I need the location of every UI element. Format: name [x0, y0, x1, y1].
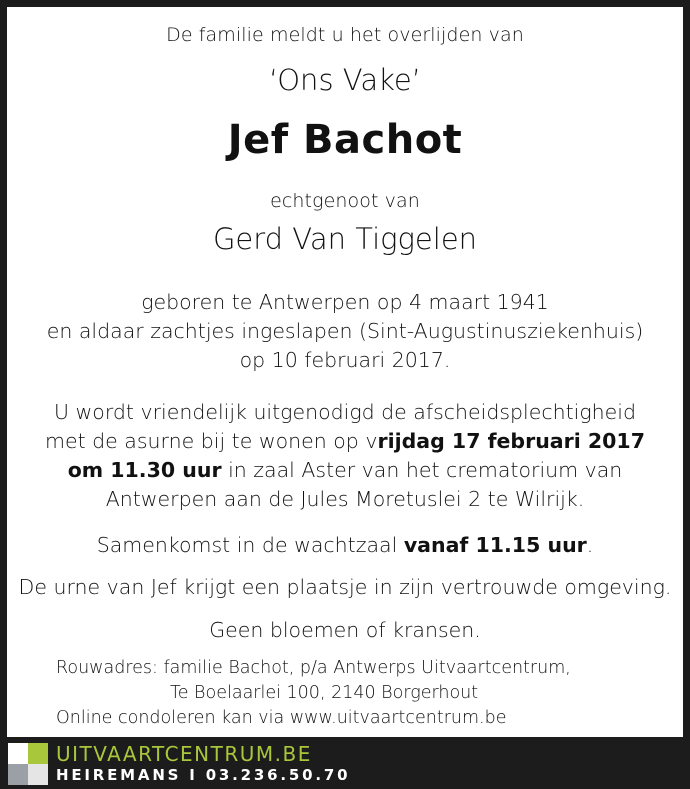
ceremony-time: om 11.30 uur [67, 458, 222, 482]
brand-name: UITVAARTCENTRUM.BE [56, 742, 312, 766]
ceremony-line-4: Antwerpen aan de Jules Moretuslei 2 te Wilrijk. [105, 487, 585, 511]
address-line-1: Rouwadres: familie Bachot, p/a Antwerps Uitvaartcentrum, [56, 658, 571, 678]
deceased-name: Jef Bachot [227, 117, 463, 163]
ceremony-line-3-text: in zaal Aster van het crematorium van [221, 458, 623, 482]
gathering-end: . [586, 533, 594, 557]
ceremony-line-3 [7, 458, 683, 482]
urn-line: De urne van Jef krijgt een plaatsje in zijn vertrouwde omgeving. [18, 575, 672, 599]
condolence-line: Online condoleren kan via www.uitvaartcentrum.be [56, 708, 507, 728]
spouse-name: Gerd Van Tiggelen [212, 222, 478, 256]
footer-banner [0, 740, 690, 789]
ceremony-line-2 [7, 429, 683, 453]
nickname: ‘Ons Vake’ [269, 63, 421, 97]
contact-phone: HEIREMANS I 03.236.50.70 [56, 766, 351, 784]
birth-line-3: op 10 februari 2017. [239, 348, 451, 372]
spouse-intro: echtgenoot van [270, 190, 420, 212]
birth-line-2: en aldaar zachtjes ingeslapen (Sint-Augustinusziekenhuis) [46, 319, 644, 343]
ceremony-date: rijdag 17 februari 2017 [377, 429, 645, 453]
obituary-card [7, 7, 683, 737]
birth-line-1: geboren te Antwerpen op 4 maart 1941 [141, 290, 549, 314]
gathering-text: Samenkomst in de wachtzaal [96, 533, 404, 557]
square-logo-icon [8, 743, 48, 785]
gathering-time: vanaf 11.15 uur [403, 533, 587, 557]
gathering-line [7, 533, 683, 557]
flowers-line: Geen bloemen of kransen. [209, 618, 481, 642]
address-line-2: Te Boelaarlei 100, 2140 Borgerhout [170, 683, 479, 703]
ceremony-line-2-text: met de asurne bij te wonen op v [45, 429, 378, 453]
intro-text: De familie meldt u het overlijden van [166, 24, 524, 46]
ceremony-line-1: U wordt vriendelijk uitgenodigd de afscheidsplechtigheid [54, 400, 636, 424]
